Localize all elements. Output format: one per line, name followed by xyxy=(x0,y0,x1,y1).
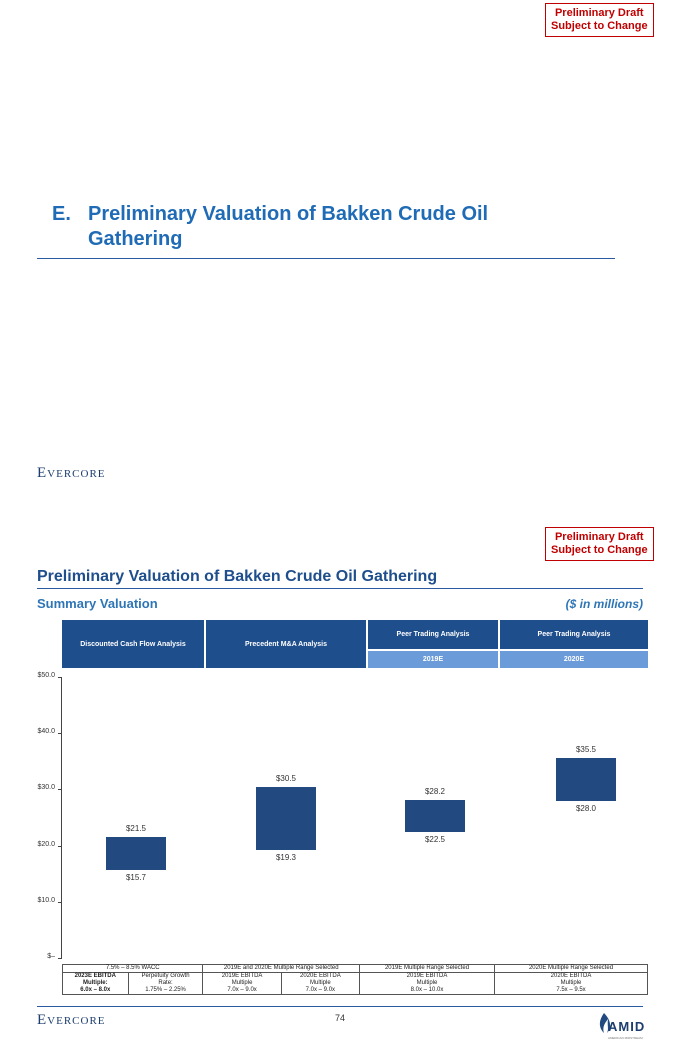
valuation-range-bar xyxy=(106,837,166,870)
header-peer-2020: Peer Trading Analysis xyxy=(500,620,648,649)
page-number: 74 xyxy=(334,1013,345,1023)
logo-initial: E xyxy=(37,465,48,481)
peer1-col-line2: Multiple xyxy=(416,980,438,986)
dcf-col1-line3: 6.0x – 8.0x xyxy=(80,987,111,993)
valuation-range-bar xyxy=(256,787,316,850)
y-tick-label: $– xyxy=(47,953,55,960)
footer-divider xyxy=(37,1006,643,1007)
amid-wordmark: AMID xyxy=(608,1019,646,1034)
y-tick-mark xyxy=(58,677,62,678)
peer2-col xyxy=(495,973,648,995)
bar-high-label: $35.5 xyxy=(575,745,597,755)
peer2-col-line3: 7.5x – 9.5x xyxy=(556,987,586,993)
amid-subtext: AMERICAN MIDSTREAM xyxy=(608,1036,643,1040)
y-tick-mark xyxy=(58,789,62,790)
valuation-range-bar xyxy=(405,800,465,832)
peer2-col-line1: 2020E EBITDA xyxy=(550,973,592,979)
y-tick-mark xyxy=(58,902,62,903)
y-tick-label: $50.0 xyxy=(37,672,55,679)
y-tick-label: $10.0 xyxy=(37,896,55,904)
dcf-head: 7.5% – 8.5% WACC xyxy=(63,965,203,973)
peer-2020-head: 2020E Multiple Range Selected xyxy=(495,965,648,973)
prec-col1-line2: Multiple xyxy=(231,980,253,986)
bar-low-label: $19.3 xyxy=(275,852,297,862)
dcf-col2-line2: Rate: xyxy=(158,980,173,986)
methodology-table xyxy=(62,964,648,995)
peer1-col-line3: 8.0x – 10.0x xyxy=(410,987,444,993)
dcf-col1-line2: Multiple: xyxy=(82,980,108,986)
bar-high-label: $21.5 xyxy=(125,824,147,834)
y-tick-label: $30.0 xyxy=(37,784,55,792)
peer2-col-line2: Multiple xyxy=(560,980,582,986)
valuation-range-bar xyxy=(556,758,616,800)
header-precedent: Precedent M&A Analysis xyxy=(206,620,366,668)
draft-line-1: Preliminary Draft xyxy=(554,531,644,543)
draft-line-2: Subject to Change xyxy=(551,20,648,32)
y-tick-mark xyxy=(58,733,62,734)
section-title-line-1: Preliminary Valuation of Bakken Crude Oil xyxy=(88,203,489,225)
prec-col1-line1: 2019E EBITDA xyxy=(221,973,263,979)
logo-rest: VERCORE xyxy=(47,468,106,480)
draft-line-1: Preliminary Draft xyxy=(554,7,644,19)
header-year-2020: 2020E xyxy=(500,651,648,668)
bar-high-label: $28.2 xyxy=(424,786,446,796)
prec-col1-line3: 7.0x – 9.0x xyxy=(227,987,257,993)
header-peer-2019: Peer Trading Analysis xyxy=(368,620,498,649)
prec-col2-line2: Multiple xyxy=(310,980,331,986)
peer1-col xyxy=(360,973,495,995)
bar-low-label: $22.5 xyxy=(424,834,446,844)
precedent-head: 2019E and 2020E Multiple Range Selected xyxy=(203,965,360,973)
dcf-col2-line1: Perpetuity Growth xyxy=(141,973,190,979)
bar-low-label: $28.0 xyxy=(575,803,597,813)
section-title-line-2: Gathering xyxy=(88,228,183,250)
y-tick-label: $20.0 xyxy=(37,840,55,848)
section-letter: E. xyxy=(52,203,71,225)
dcf-col2-line3: 1.75% – 2.25% xyxy=(145,987,186,993)
bar-high-label: $30.5 xyxy=(275,773,297,783)
logo-initial: E xyxy=(37,1012,48,1028)
header-year-2019: 2019E xyxy=(368,651,498,668)
y-tick-mark xyxy=(58,846,62,847)
header-dcf: Discounted Cash Flow Analysis xyxy=(62,620,204,668)
draft-line-2: Subject to Change xyxy=(551,544,648,556)
prec-col2-line1: 2020E EBITDA xyxy=(300,973,341,979)
y-tick-label: $40.0 xyxy=(37,728,55,736)
dcf-col2 xyxy=(128,973,203,995)
logo-rest: VERCORE xyxy=(47,1015,106,1027)
y-axis-line xyxy=(61,677,62,958)
summary-subtitle: Summary Valuation xyxy=(37,596,158,611)
bar-low-label: $15.7 xyxy=(125,872,147,882)
units-label: ($ in millions) xyxy=(565,597,643,611)
evercore-logo-footer xyxy=(37,1011,106,1029)
dcf-col1-line1: 2023E EBITDA xyxy=(74,973,116,979)
prec-col1 xyxy=(203,973,281,995)
prec-col2-line3: 7.0x – 9.0x xyxy=(305,987,336,993)
prec-col2 xyxy=(281,973,359,995)
page-title: Preliminary Valuation of Bakken Crude Oil Gathering xyxy=(37,568,438,585)
amid-logo xyxy=(596,1011,650,1043)
peer-2019-head: 2019E Multiple Range Selected xyxy=(360,965,495,973)
peer1-col-line1: 2019E EBITDA xyxy=(406,973,448,979)
y-tick-mark xyxy=(58,958,62,959)
dcf-col1 xyxy=(63,973,129,995)
